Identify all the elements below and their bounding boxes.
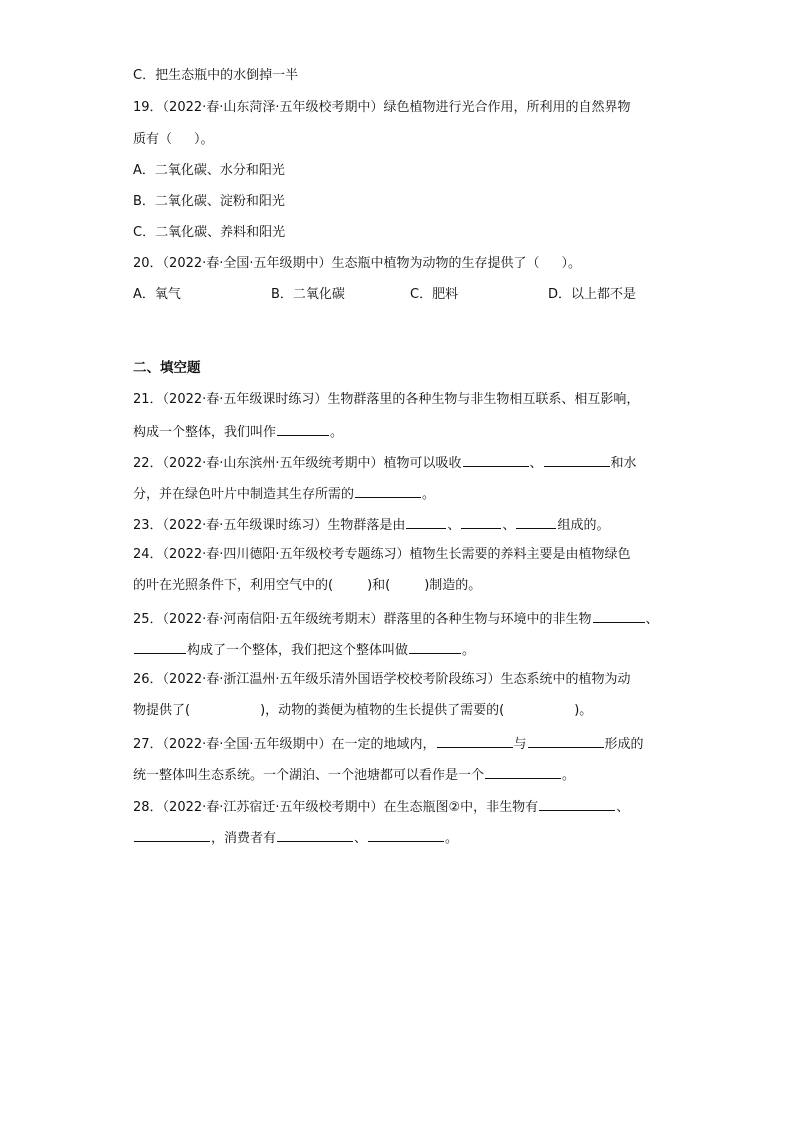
q19-option-b-text: B．二氧化碳、淀粉和阳光 xyxy=(133,194,285,209)
q28-blank-2[interactable] xyxy=(134,827,210,842)
q27-blank-2[interactable] xyxy=(528,733,604,748)
q19-option-c xyxy=(133,223,285,243)
q23-stem-text2: 组成的。 xyxy=(557,518,610,533)
section-title: 二、填空题 xyxy=(133,360,201,376)
q24-stem-text: 24．（2022·春·四川德阳·五年级校考专题练习）植物生长需要的养料主要是由植物绿色 xyxy=(133,547,631,562)
q22-stem-text: 22．（2022·春·山东滨州·五年级统考期中）植物可以吸收 xyxy=(133,456,462,471)
q27-stem-text: 27．（2022·春·全国·五年级期中）在一定的地域内， xyxy=(133,737,436,752)
q28-separator-2: 、 xyxy=(354,831,368,846)
q22-blank-2[interactable] xyxy=(544,452,610,467)
q26-stem-text4: )。 xyxy=(574,703,593,718)
q23-stem-text: 23．（2022·春·五年级课时练习）生物群落是由 xyxy=(133,518,406,533)
q22-stem-text2: 和水 xyxy=(610,456,637,471)
q21-blank[interactable] xyxy=(277,421,329,436)
q27-blank-3[interactable] xyxy=(485,764,561,779)
q23-separator-2: 、 xyxy=(502,518,516,533)
q20-option-c: C．肥料 xyxy=(410,287,459,302)
q28-stem-text: 28．（2022·春·江苏宿迁·五年级校考期中）在生态瓶图②中，非生物有 xyxy=(133,800,539,815)
q22-line1 xyxy=(133,452,637,472)
q22-stem-text4: 。 xyxy=(422,487,436,502)
q25-stem-text: 25．（2022·春·河南信阳·五年级统考期末）群落里的各种生物与环境中的非生物 xyxy=(133,612,592,627)
q26-line2 xyxy=(133,701,592,721)
q18-option-c-text: C．把生态瓶中的水倒掉一半 xyxy=(133,68,299,83)
q19-stem-text2: 质有（ xyxy=(133,132,173,147)
q19-stem-text: 19．（2022·春·山东菏泽·五年级校考期中）绿色植物进行光合作用，所利用的自然界物 xyxy=(133,100,631,115)
q27-stem-text4: 统一整体叫生态系统。一个湖泊、一个池塘都可以看作是一个 xyxy=(133,768,485,783)
q18-option-c xyxy=(133,66,298,86)
q25-line2 xyxy=(133,639,475,659)
q19-stem-text3: ）。 xyxy=(194,132,214,147)
q24-line1 xyxy=(133,545,631,565)
q22-blank-1[interactable] xyxy=(463,452,529,467)
q25-blank-3[interactable] xyxy=(409,639,461,654)
q24-stem-text2: 的叶在光照条件下，利用空气中的( xyxy=(133,578,334,593)
q21-stem-text: 21．（2022·春·五年级课时练习）生物群落里的各种生物与非生物相互联系、相互影响， xyxy=(133,392,640,407)
q20-options xyxy=(0,285,794,305)
q20-option-d: D．以上都不是 xyxy=(548,287,637,302)
q26-stem-text: 26．（2022·春·浙江温州·五年级乐清外国语学校校考阶段练习）生态系统中的植物为动 xyxy=(133,672,631,687)
q24-stem-text4: )制造的。 xyxy=(424,578,482,593)
q22-stem-text3: 分，并在绿色叶片中制造其生存所需的 xyxy=(133,487,355,502)
q28-stem-text2: ，消费者有 xyxy=(211,831,277,846)
q22-line2 xyxy=(133,483,435,503)
q19-option-b xyxy=(133,192,285,212)
q19-option-a-text: A．二氧化碳、水分和阳光 xyxy=(133,163,285,178)
q24-stem-text3: )和( xyxy=(367,578,391,593)
q24-line2 xyxy=(133,576,481,596)
q19-stem-line2 xyxy=(133,130,214,150)
q20-stem-text2: ）。 xyxy=(561,256,582,271)
q19-option-a xyxy=(133,161,285,181)
q23-line xyxy=(133,514,609,534)
q23-separator-1: 、 xyxy=(447,518,461,533)
q21-stem-text2: 构成一个整体，我们叫作 xyxy=(133,425,277,440)
q23-blank-2[interactable] xyxy=(461,514,501,529)
q27-stem-text5: 。 xyxy=(562,768,576,783)
q27-line2 xyxy=(133,764,575,784)
q23-blank-1[interactable] xyxy=(406,514,446,529)
q28-blank-4[interactable] xyxy=(368,827,444,842)
q25-stem-text3: 。 xyxy=(462,643,476,658)
q28-line1 xyxy=(133,796,629,816)
q22-blank-3[interactable] xyxy=(355,483,421,498)
q28-blank-1[interactable] xyxy=(539,796,615,811)
q27-stem-text3: 形成的 xyxy=(604,737,644,752)
q21-line2 xyxy=(133,421,343,441)
q27-line1 xyxy=(133,733,644,753)
q28-blank-3[interactable] xyxy=(277,827,353,842)
q27-stem-text2: 与 xyxy=(513,737,527,752)
q19-stem-line1 xyxy=(133,98,631,118)
q26-stem-text3: )，动物的粪便为植物的生长提供了需要的( xyxy=(260,703,505,718)
q20-option-b: B．二氧化碳 xyxy=(271,287,345,302)
q19-option-c-text: C．二氧化碳、养料和阳光 xyxy=(133,225,286,240)
q20-stem-text: 20．（2022·春·全国·五年级期中）生态瓶中植物为动物的生存提供了（ xyxy=(133,256,540,271)
q21-line1 xyxy=(133,390,639,410)
q23-blank-3[interactable] xyxy=(516,514,556,529)
q28-stem-text3: 。 xyxy=(445,831,459,846)
q25-blank-2[interactable] xyxy=(134,639,186,654)
q28-line2 xyxy=(133,827,458,847)
q27-blank-1[interactable] xyxy=(437,733,513,748)
q21-stem-text3: 。 xyxy=(330,425,344,440)
q20-stem xyxy=(133,254,581,274)
q22-separator: 、 xyxy=(529,456,543,471)
q25-separator: 、 xyxy=(645,612,659,627)
q25-line1 xyxy=(133,608,659,628)
q25-blank-1[interactable] xyxy=(593,608,645,623)
q20-option-a: A．氧气 xyxy=(133,287,181,302)
q26-line1 xyxy=(133,670,631,690)
q26-stem-text2: 物提供了( xyxy=(133,703,191,718)
q28-separator-1: 、 xyxy=(616,800,630,815)
q25-stem-text2: 构成了一个整体，我们把这个整体叫做 xyxy=(187,643,409,658)
